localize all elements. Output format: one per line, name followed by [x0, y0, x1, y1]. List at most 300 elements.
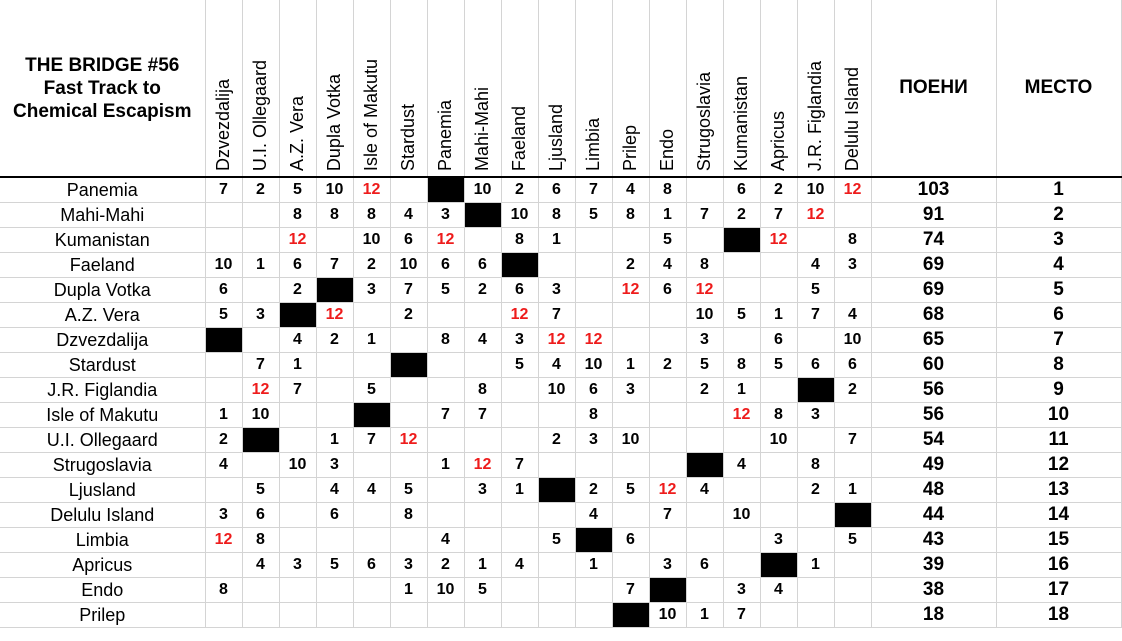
self-vote-cell — [797, 378, 834, 403]
vote-cell: 3 — [649, 553, 686, 578]
header-row — [0, 0, 1121, 177]
vote-cell: 10 — [575, 353, 612, 378]
vote-cell: 4 — [760, 578, 797, 603]
vote-cell — [723, 278, 760, 303]
vote-cell: 3 — [760, 528, 797, 553]
vote-cell — [575, 228, 612, 253]
vote-cell: 7 — [538, 303, 575, 328]
total-points: 65 — [871, 328, 996, 353]
vote-cell: 7 — [723, 603, 760, 628]
self-vote-cell — [316, 278, 353, 303]
vote-cell: 12 — [427, 228, 464, 253]
vote-cell — [538, 553, 575, 578]
final-place: 10 — [996, 403, 1121, 428]
voter-column-header — [279, 0, 316, 177]
vote-cell: 1 — [205, 403, 242, 428]
self-vote-cell — [390, 353, 427, 378]
vote-cell — [501, 578, 538, 603]
vote-cell: 3 — [464, 478, 501, 503]
vote-cell: 12 — [464, 453, 501, 478]
total-points: 60 — [871, 353, 996, 378]
final-place: 17 — [996, 578, 1121, 603]
vote-cell: 2 — [427, 553, 464, 578]
total-points: 69 — [871, 253, 996, 278]
vote-cell: 2 — [797, 478, 834, 503]
vote-cell: 5 — [427, 278, 464, 303]
table-row — [0, 203, 1121, 228]
voter-column-header — [723, 0, 760, 177]
total-points: 56 — [871, 378, 996, 403]
place-column-header: МЕСТО — [996, 0, 1121, 177]
vote-cell: 7 — [316, 253, 353, 278]
vote-cell: 1 — [649, 203, 686, 228]
vote-cell: 5 — [723, 303, 760, 328]
self-vote-cell — [538, 478, 575, 503]
vote-cell — [205, 478, 242, 503]
vote-cell — [353, 503, 390, 528]
country-name: Endo — [0, 578, 205, 603]
vote-cell: 10 — [427, 578, 464, 603]
vote-cell — [316, 578, 353, 603]
vote-cell: 2 — [834, 378, 871, 403]
vote-cell — [427, 503, 464, 528]
vote-cell: 1 — [279, 353, 316, 378]
vote-cell: 4 — [390, 203, 427, 228]
vote-cell: 3 — [575, 428, 612, 453]
vote-cell: 8 — [316, 203, 353, 228]
country-name: Apricus — [0, 553, 205, 578]
table-row — [0, 603, 1121, 628]
table-row — [0, 403, 1121, 428]
vote-cell: 2 — [205, 428, 242, 453]
vote-cell — [575, 303, 612, 328]
vote-cell: 7 — [464, 403, 501, 428]
vote-cell: 10 — [760, 428, 797, 453]
vote-cell: 10 — [723, 503, 760, 528]
vote-cell — [612, 503, 649, 528]
vote-cell: 1 — [353, 328, 390, 353]
vote-cell: 1 — [316, 428, 353, 453]
vote-cell — [797, 578, 834, 603]
vote-cell — [723, 528, 760, 553]
vote-cell: 3 — [501, 328, 538, 353]
vote-cell — [834, 278, 871, 303]
vote-cell: 4 — [501, 553, 538, 578]
vote-cell — [723, 478, 760, 503]
vote-cell: 2 — [575, 478, 612, 503]
total-points: 91 — [871, 203, 996, 228]
vote-cell — [649, 428, 686, 453]
vote-cell — [501, 528, 538, 553]
country-name: Prilep — [0, 603, 205, 628]
voter-name: Endo — [657, 128, 677, 171]
vote-cell — [797, 503, 834, 528]
vote-cell: 4 — [464, 328, 501, 353]
final-place: 9 — [996, 378, 1121, 403]
vote-cell — [834, 578, 871, 603]
vote-cell: 6 — [390, 228, 427, 253]
vote-cell: 10 — [279, 453, 316, 478]
vote-cell — [464, 603, 501, 628]
vote-cell: 6 — [760, 328, 797, 353]
vote-cell: 5 — [464, 578, 501, 603]
vote-cell — [723, 428, 760, 453]
vote-cell: 6 — [205, 278, 242, 303]
voter-column-header — [501, 0, 538, 177]
vote-cell: 12 — [723, 403, 760, 428]
vote-cell: 8 — [205, 578, 242, 603]
voter-name: Ljusland — [546, 103, 566, 171]
vote-cell — [464, 503, 501, 528]
vote-cell: 10 — [612, 428, 649, 453]
vote-cell: 5 — [279, 177, 316, 203]
total-points: 69 — [871, 278, 996, 303]
vote-cell — [575, 278, 612, 303]
vote-cell: 2 — [353, 253, 390, 278]
vote-cell — [723, 253, 760, 278]
country-name: Kumanistan — [0, 228, 205, 253]
vote-cell: 1 — [427, 453, 464, 478]
vote-cell: 6 — [242, 503, 279, 528]
vote-cell — [760, 378, 797, 403]
vote-cell — [538, 503, 575, 528]
vote-cell: 8 — [501, 228, 538, 253]
vote-cell — [242, 328, 279, 353]
vote-cell — [205, 553, 242, 578]
final-place: 5 — [996, 278, 1121, 303]
vote-cell: 8 — [464, 378, 501, 403]
vote-cell: 2 — [390, 303, 427, 328]
table-row — [0, 177, 1121, 203]
vote-cell — [353, 303, 390, 328]
vote-cell — [760, 278, 797, 303]
vote-cell — [612, 303, 649, 328]
country-name: J.R. Figlandia — [0, 378, 205, 403]
vote-cell: 4 — [575, 503, 612, 528]
vote-cell: 6 — [353, 553, 390, 578]
vote-cell: 12 — [797, 203, 834, 228]
vote-cell: 7 — [575, 177, 612, 203]
final-place: 2 — [996, 203, 1121, 228]
vote-cell — [316, 403, 353, 428]
vote-cell — [242, 578, 279, 603]
vote-cell — [427, 303, 464, 328]
vote-cell: 3 — [797, 403, 834, 428]
vote-cell: 3 — [242, 303, 279, 328]
vote-cell: 4 — [834, 303, 871, 328]
vote-cell — [686, 403, 723, 428]
vote-cell — [612, 228, 649, 253]
vote-cell: 4 — [612, 177, 649, 203]
voter-name: Delulu Island — [842, 66, 862, 171]
country-name: Dzvezdalija — [0, 328, 205, 353]
vote-cell: 12 — [760, 228, 797, 253]
voter-column-header — [316, 0, 353, 177]
vote-cell: 3 — [538, 278, 575, 303]
vote-cell — [649, 303, 686, 328]
vote-cell: 3 — [686, 328, 723, 353]
vote-cell — [316, 228, 353, 253]
vote-cell: 12 — [279, 228, 316, 253]
vote-cell — [279, 603, 316, 628]
vote-cell: 2 — [612, 253, 649, 278]
voter-name: Prilep — [620, 124, 640, 171]
vote-cell — [612, 328, 649, 353]
table-row — [0, 578, 1121, 603]
voter-column-header — [353, 0, 390, 177]
vote-cell — [760, 253, 797, 278]
vote-cell — [242, 603, 279, 628]
table-row — [0, 328, 1121, 353]
table-row — [0, 478, 1121, 503]
vote-cell: 3 — [390, 553, 427, 578]
vote-cell: 7 — [760, 203, 797, 228]
vote-cell — [686, 528, 723, 553]
vote-cell: 2 — [242, 177, 279, 203]
vote-cell: 1 — [575, 553, 612, 578]
vote-cell: 12 — [612, 278, 649, 303]
vote-cell: 4 — [686, 478, 723, 503]
final-place: 8 — [996, 353, 1121, 378]
vote-cell: 7 — [612, 578, 649, 603]
vote-cell — [353, 453, 390, 478]
vote-cell: 12 — [575, 328, 612, 353]
vote-cell: 10 — [242, 403, 279, 428]
vote-cell: 5 — [242, 478, 279, 503]
vote-cell — [390, 528, 427, 553]
final-place: 16 — [996, 553, 1121, 578]
vote-cell: 8 — [612, 203, 649, 228]
vote-cell — [242, 228, 279, 253]
voter-name: Strugoslavia — [694, 71, 714, 171]
self-vote-cell — [279, 303, 316, 328]
vote-cell: 6 — [612, 528, 649, 553]
voter-name: Apricus — [768, 110, 788, 171]
vote-cell — [205, 603, 242, 628]
vote-cell: 2 — [464, 278, 501, 303]
vote-cell: 5 — [353, 378, 390, 403]
vote-cell: 7 — [834, 428, 871, 453]
vote-cell — [353, 603, 390, 628]
country-name: Stardust — [0, 353, 205, 378]
vote-cell: 3 — [723, 578, 760, 603]
vote-cell: 4 — [353, 478, 390, 503]
vote-cell: 1 — [501, 478, 538, 503]
vote-cell — [464, 428, 501, 453]
final-place: 6 — [996, 303, 1121, 328]
vote-cell: 5 — [686, 353, 723, 378]
country-name: Mahi-Mahi — [0, 203, 205, 228]
vote-cell — [760, 478, 797, 503]
voter-column-header — [760, 0, 797, 177]
country-name: Ljusland — [0, 478, 205, 503]
vote-cell: 6 — [797, 353, 834, 378]
vote-cell — [538, 403, 575, 428]
vote-cell: 12 — [205, 528, 242, 553]
vote-cell: 10 — [501, 203, 538, 228]
vote-cell: 12 — [390, 428, 427, 453]
voter-name: A.Z. Vera — [287, 95, 307, 171]
vote-cell — [205, 353, 242, 378]
vote-cell: 3 — [205, 503, 242, 528]
vote-cell: 2 — [760, 177, 797, 203]
vote-cell: 4 — [427, 528, 464, 553]
vote-cell: 5 — [797, 278, 834, 303]
final-place: 12 — [996, 453, 1121, 478]
vote-cell: 4 — [316, 478, 353, 503]
vote-cell: 4 — [242, 553, 279, 578]
vote-cell — [316, 353, 353, 378]
vote-cell: 1 — [797, 553, 834, 578]
vote-cell — [242, 453, 279, 478]
vote-cell — [464, 353, 501, 378]
vote-cell — [464, 303, 501, 328]
voter-column-header — [834, 0, 871, 177]
vote-cell: 1 — [242, 253, 279, 278]
vote-cell — [279, 403, 316, 428]
vote-cell: 12 — [538, 328, 575, 353]
total-points: 44 — [871, 503, 996, 528]
vote-cell: 7 — [279, 378, 316, 403]
vote-cell — [575, 453, 612, 478]
table-row — [0, 353, 1121, 378]
vote-cell: 8 — [279, 203, 316, 228]
vote-cell: 8 — [427, 328, 464, 353]
vote-cell — [649, 403, 686, 428]
vote-cell — [464, 228, 501, 253]
vote-cell: 12 — [834, 177, 871, 203]
self-vote-cell — [723, 228, 760, 253]
final-place: 18 — [996, 603, 1121, 628]
vote-cell — [760, 453, 797, 478]
vote-cell — [501, 403, 538, 428]
table-row — [0, 553, 1121, 578]
vote-cell: 10 — [464, 177, 501, 203]
vote-cell — [686, 428, 723, 453]
vote-cell: 4 — [538, 353, 575, 378]
title-line: Chemical Escapism — [13, 100, 192, 122]
voter-column-header — [538, 0, 575, 177]
final-place: 13 — [996, 478, 1121, 503]
vote-cell — [649, 378, 686, 403]
vote-cell — [279, 578, 316, 603]
vote-cell — [205, 203, 242, 228]
vote-cell: 1 — [390, 578, 427, 603]
voter-name: Dupla Votka — [324, 73, 344, 171]
vote-cell: 4 — [205, 453, 242, 478]
vote-cell: 8 — [575, 403, 612, 428]
self-vote-cell — [760, 553, 797, 578]
vote-cell: 6 — [538, 177, 575, 203]
vote-cell — [797, 428, 834, 453]
total-points: 38 — [871, 578, 996, 603]
vote-cell: 8 — [797, 453, 834, 478]
vote-cell — [390, 453, 427, 478]
vote-cell: 8 — [649, 177, 686, 203]
vote-cell: 4 — [649, 253, 686, 278]
self-vote-cell — [353, 403, 390, 428]
vote-cell: 7 — [390, 278, 427, 303]
total-points: 39 — [871, 553, 996, 578]
vote-cell: 1 — [538, 228, 575, 253]
vote-cell: 8 — [834, 228, 871, 253]
vote-cell: 6 — [834, 353, 871, 378]
voter-column-header — [575, 0, 612, 177]
vote-cell: 1 — [760, 303, 797, 328]
vote-cell — [427, 353, 464, 378]
title-line: THE BRIDGE #56 — [25, 54, 180, 76]
vote-cell — [205, 378, 242, 403]
vote-cell: 10 — [834, 328, 871, 353]
country-name: Delulu Island — [0, 503, 205, 528]
vote-cell: 2 — [686, 378, 723, 403]
vote-cell — [427, 378, 464, 403]
vote-cell — [501, 428, 538, 453]
table-row — [0, 378, 1121, 403]
vote-cell — [612, 553, 649, 578]
vote-cell: 8 — [760, 403, 797, 428]
vote-cell — [686, 177, 723, 203]
table-row — [0, 278, 1121, 303]
voter-column-header — [427, 0, 464, 177]
vote-cell — [686, 228, 723, 253]
vote-cell — [427, 603, 464, 628]
country-name: U.I. Ollegaard — [0, 428, 205, 453]
country-name: Strugoslavia — [0, 453, 205, 478]
vote-cell: 3 — [834, 253, 871, 278]
vote-cell — [723, 328, 760, 353]
vote-cell: 3 — [316, 453, 353, 478]
vote-cell — [538, 253, 575, 278]
vote-cell: 5 — [501, 353, 538, 378]
vote-cell: 7 — [427, 403, 464, 428]
vote-cell: 4 — [797, 253, 834, 278]
self-vote-cell — [834, 503, 871, 528]
self-vote-cell — [205, 328, 242, 353]
vote-cell: 2 — [279, 278, 316, 303]
vote-cell — [797, 328, 834, 353]
total-points: 43 — [871, 528, 996, 553]
self-vote-cell — [575, 528, 612, 553]
vote-cell — [538, 603, 575, 628]
vote-cell — [390, 403, 427, 428]
vote-cell — [649, 528, 686, 553]
vote-cell: 2 — [649, 353, 686, 378]
vote-cell: 2 — [723, 203, 760, 228]
voter-name: U.I. Ollegaard — [250, 59, 270, 171]
table-row — [0, 528, 1121, 553]
vote-cell — [575, 253, 612, 278]
country-name: Limbia — [0, 528, 205, 553]
vote-cell: 6 — [316, 503, 353, 528]
voter-column-header — [686, 0, 723, 177]
points-column-header: ПОЕНИ — [871, 0, 996, 177]
vote-cell: 12 — [242, 378, 279, 403]
vote-cell: 6 — [686, 553, 723, 578]
voter-column-header — [205, 0, 242, 177]
vote-cell: 1 — [464, 553, 501, 578]
vote-cell — [538, 453, 575, 478]
event-title — [0, 0, 205, 177]
self-vote-cell — [242, 428, 279, 453]
vote-cell: 10 — [205, 253, 242, 278]
final-place: 15 — [996, 528, 1121, 553]
vote-cell: 10 — [686, 303, 723, 328]
vote-cell — [242, 278, 279, 303]
vote-cell: 4 — [723, 453, 760, 478]
vote-cell — [760, 503, 797, 528]
vote-cell: 12 — [316, 303, 353, 328]
